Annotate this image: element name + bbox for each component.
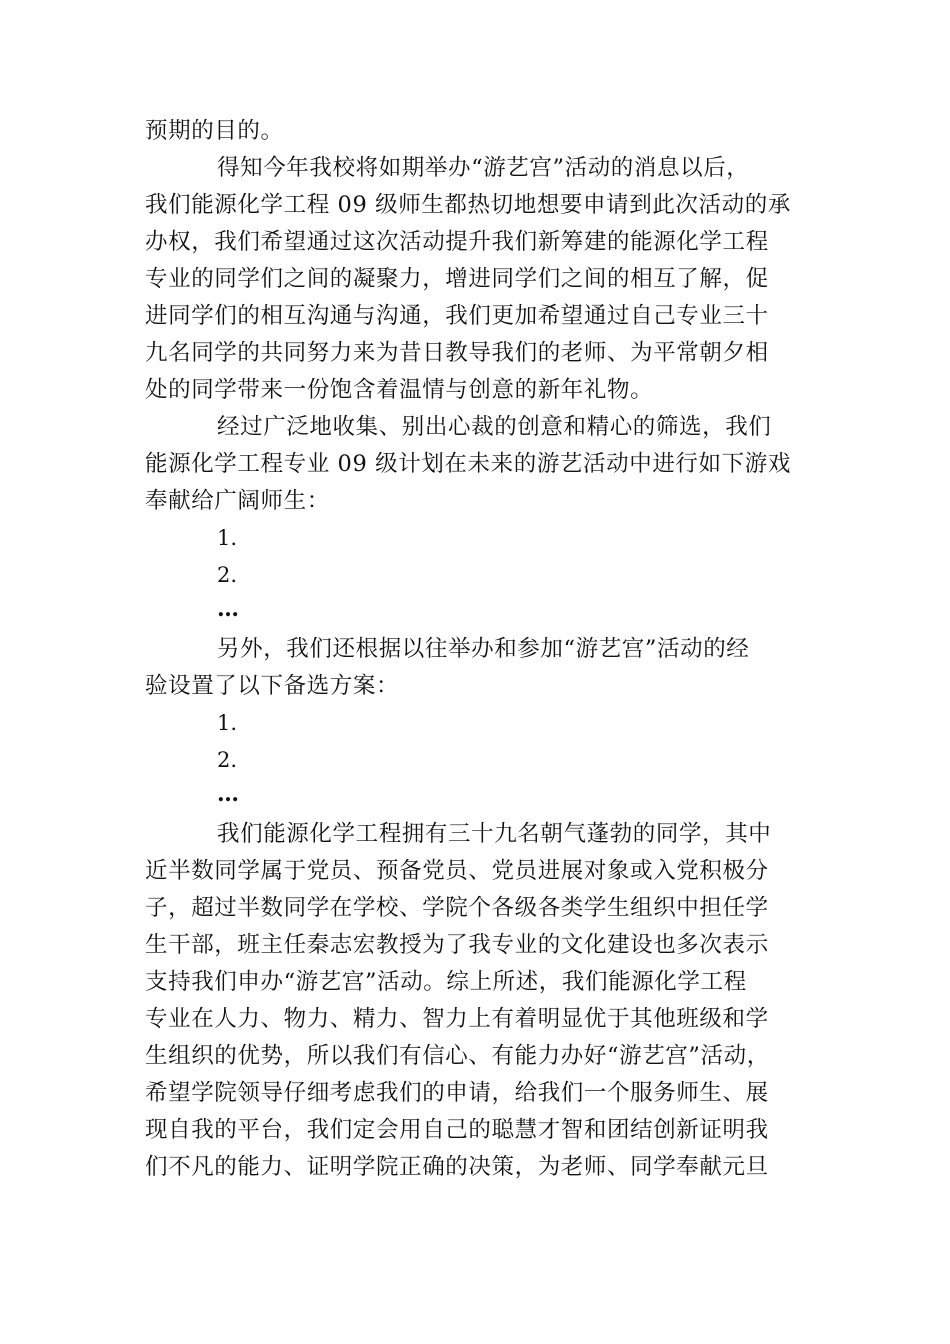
document-page bbox=[145, 113, 805, 1186]
text-line: 近半数同学属于党员、预备党员、党员进展对象或入党积极分 bbox=[145, 858, 769, 884]
game-list-item: 1. bbox=[217, 526, 238, 550]
text-line: 进同学们的相互沟通与沟通，我们更加希望通过自己专业三十 bbox=[145, 303, 769, 329]
text-line: 们不凡的能力、证明学院正确的决策，为老师、同学奉献元旦 bbox=[145, 1154, 769, 1180]
paragraph-start-line: 经过广泛地收集、别出心裁的创意和精心的筛选，我们 bbox=[217, 414, 772, 440]
text-line: 我们能源化学工程 09 级师生都热切地想要申请到此次活动的承 bbox=[145, 192, 791, 218]
text-line: 专业在人力、物力、精力、智力上有着明显优于其他班级和学 bbox=[145, 1006, 769, 1032]
text-line: 专业的同学们之间的凝聚力，增进同学们之间的相互了解，促 bbox=[145, 266, 769, 292]
backup-plan-list-item: 1. bbox=[217, 711, 238, 735]
paragraph-start-line: 另外，我们还根据以往举办和参加“游艺宫”活动的经 bbox=[217, 636, 750, 662]
paragraph-start-line: 我们能源化学工程拥有三十九名朝气蓬勃的同学，其中 bbox=[217, 821, 772, 847]
text-line: 九名同学的共同努力来为昔日教导我们的老师、为平常朝夕相 bbox=[145, 340, 769, 366]
text-line: 支持我们申办“游艺宫”活动。综上所述，我们能源化学工程 bbox=[145, 969, 747, 995]
text-line: 预期的目的。 bbox=[145, 118, 284, 144]
text-line: 希望学院领导仔细考虑我们的申请，给我们一个服务师生、展 bbox=[145, 1080, 769, 1106]
paragraph-start-line: 得知今年我校将如期举办“游艺宫”活动的消息以后， bbox=[217, 155, 750, 181]
text-line: 能源化学工程专业 09 级计划在未来的游艺活动中进行如下游戏 bbox=[145, 451, 791, 477]
text-line: 子，超过半数同学在学校、学院个各级各类学生组织中担任学 bbox=[145, 895, 769, 921]
text-line: 奉献给广阔师生： bbox=[145, 488, 330, 514]
game-list-ellipsis: … bbox=[217, 596, 238, 622]
text-line: 处的同学带来一份饱含着温情与创意的新年礼物。 bbox=[145, 377, 654, 403]
text-line: 生组织的优势，所以我们有信心、有能力办好“游艺宫”活动， bbox=[145, 1043, 770, 1069]
backup-plan-list-item: 2. bbox=[217, 748, 238, 772]
text-line: 验设置了以下备选方案： bbox=[145, 673, 400, 699]
text-line: 办权，我们希望通过这次活动提升我们新筹建的能源化学工程 bbox=[145, 229, 769, 255]
text-line: 生干部，班主任秦志宏教授为了我专业的文化建设也多次表示 bbox=[145, 932, 769, 958]
backup-plan-list-ellipsis: … bbox=[217, 781, 238, 807]
text-line: 现自我的平台，我们定会用自己的聪慧才智和团结创新证明我 bbox=[145, 1117, 769, 1143]
game-list-item: 2. bbox=[217, 563, 238, 587]
